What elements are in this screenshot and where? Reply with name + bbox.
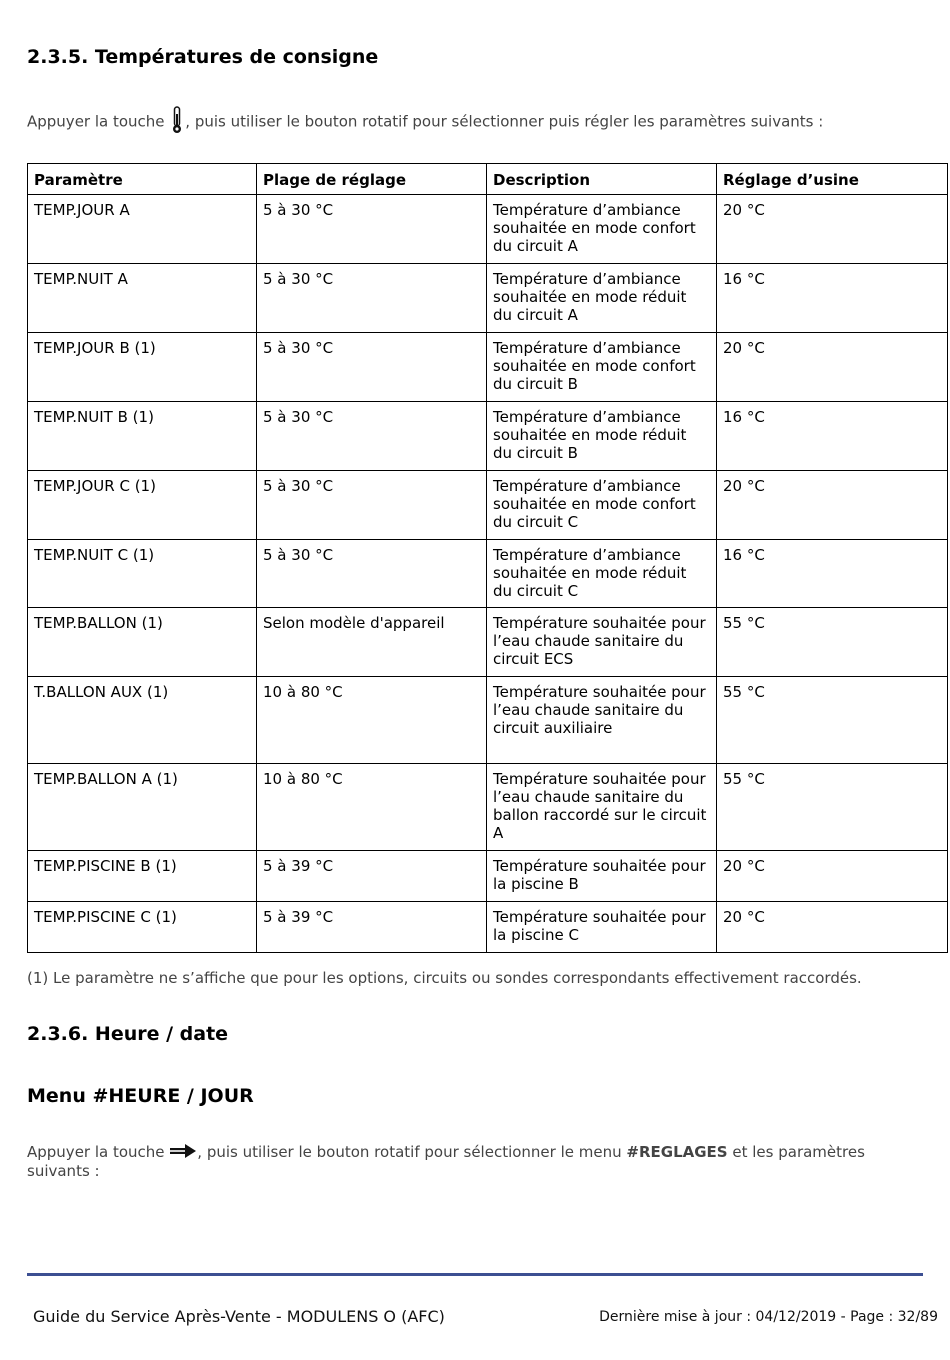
table-row (28, 608, 948, 677)
cell-plage: 5 à 30 °C (257, 402, 487, 471)
menu-title-heure-jour: Menu #HEURE / JOUR (27, 1085, 254, 1107)
intro-paragraph-temperatures (27, 106, 823, 138)
table-header-row (28, 164, 948, 195)
cell-parametre: TEMP.NUIT C (1) (28, 540, 257, 608)
table-footnote: (1) Le paramètre ne s’affiche que pour les options, circuits ou sondes correspondants effectivement raccordés. (27, 969, 862, 987)
cell-description: Température d’ambiance souhaitée en mode confort du circuit A (487, 195, 717, 264)
cell-plage: Selon modèle d'appareil (257, 608, 487, 677)
cell-reglage-usine: 20 °C (717, 195, 948, 264)
cell-description: Température souhaitée pour l’eau chaude sanitaire du ballon raccordé sur le circuit A (487, 764, 717, 851)
footer-document-title: Guide du Service Après-Vente - MODULENS O (AFC) (33, 1307, 445, 1326)
temperature-parameters-table (27, 163, 948, 953)
column-header-reglage-usine: Réglage d’usine (717, 164, 948, 195)
column-header-parametre: Paramètre (28, 164, 257, 195)
cell-parametre: TEMP.NUIT B (1) (28, 402, 257, 471)
cell-plage: 5 à 39 °C (257, 851, 487, 902)
table-row (28, 333, 948, 402)
cell-parametre: TEMP.JOUR C (1) (28, 471, 257, 540)
cell-description: Température d’ambiance souhaitée en mode réduit du circuit C (487, 540, 717, 608)
cell-reglage-usine: 20 °C (717, 471, 948, 540)
cell-reglage-usine: 16 °C (717, 402, 948, 471)
cell-parametre: TEMP.PISCINE B (1) (28, 851, 257, 902)
cell-reglage-usine: 20 °C (717, 333, 948, 402)
cell-plage: 10 à 80 °C (257, 764, 487, 851)
cell-plage: 5 à 30 °C (257, 471, 487, 540)
footer-page-info: Dernière mise à jour : 04/12/2019 - Page : 32/89 (599, 1309, 938, 1325)
cell-description: Température d’ambiance souhaitée en mode réduit du circuit A (487, 264, 717, 333)
cell-parametre: TEMP.BALLON (1) (28, 608, 257, 677)
footer-rule (27, 1273, 923, 1276)
cell-parametre: TEMP.BALLON A (1) (28, 764, 257, 851)
cell-plage: 5 à 30 °C (257, 264, 487, 333)
cell-description: Température d’ambiance souhaitée en mode confort du circuit B (487, 333, 717, 402)
cell-plage: 5 à 30 °C (257, 333, 487, 402)
table-row (28, 902, 948, 953)
cell-plage: 5 à 30 °C (257, 195, 487, 264)
cell-plage: 10 à 80 °C (257, 677, 487, 764)
column-header-plage: Plage de réglage (257, 164, 487, 195)
intro-text-before: Appuyer la touche (27, 1143, 170, 1161)
cell-reglage-usine: 55 °C (717, 677, 948, 764)
cell-reglage-usine: 55 °C (717, 608, 948, 677)
cell-parametre: TEMP.NUIT A (28, 264, 257, 333)
cell-plage: 5 à 39 °C (257, 902, 487, 953)
cell-description: Température souhaitée pour la piscine C (487, 902, 717, 953)
cell-reglage-usine: 20 °C (717, 902, 948, 953)
intro-text-middle: , puis utiliser le bouton rotatif pour sélectionner le menu (197, 1143, 627, 1161)
cell-parametre: TEMP.JOUR B (1) (28, 333, 257, 402)
table-row (28, 540, 948, 608)
cell-parametre: TEMP.PISCINE C (1) (28, 902, 257, 953)
intro-text-after: et les paramètres suivants : (27, 1143, 865, 1180)
cell-description: Température souhaitée pour l’eau chaude sanitaire du circuit ECS (487, 608, 717, 677)
cell-reglage-usine: 16 °C (717, 264, 948, 333)
cell-description: Température souhaitée pour l’eau chaude sanitaire du circuit auxiliaire (487, 677, 717, 764)
table-row (28, 195, 948, 264)
column-header-description: Description (487, 164, 717, 195)
cell-parametre: T.BALLON AUX (1) (28, 677, 257, 764)
intro-text-before: Appuyer la touche (27, 112, 170, 131)
arrow-right-icon (169, 1144, 197, 1162)
cell-description: Température d’ambiance souhaitée en mode confort du circuit C (487, 471, 717, 540)
table-row (28, 851, 948, 902)
cell-reglage-usine: 55 °C (717, 764, 948, 851)
table-row (28, 677, 948, 764)
intro-paragraph-heure (27, 1143, 907, 1180)
intro-text-after: , puis utiliser le bouton rotatif pour sélectionner puis régler les paramètres suivants : (185, 112, 824, 131)
cell-plage: 5 à 30 °C (257, 540, 487, 608)
table-row (28, 764, 948, 851)
thermometer-icon (169, 106, 185, 138)
menu-reglages-label: #REGLAGES (626, 1143, 728, 1161)
table-row (28, 264, 948, 333)
cell-reglage-usine: 20 °C (717, 851, 948, 902)
section-title-temperatures: 2.3.5. Températures de consigne (27, 46, 379, 68)
cell-parametre: TEMP.JOUR A (28, 195, 257, 264)
section-title-heure-date: 2.3.6. Heure / date (27, 1023, 229, 1045)
cell-description: Température souhaitée pour la piscine B (487, 851, 717, 902)
cell-reglage-usine: 16 °C (717, 540, 948, 608)
table-row (28, 471, 948, 540)
cell-description: Température d’ambiance souhaitée en mode réduit du circuit B (487, 402, 717, 471)
table-row (28, 402, 948, 471)
